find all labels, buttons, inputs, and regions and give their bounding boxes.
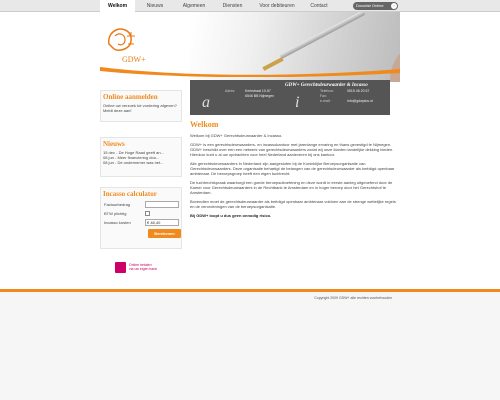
contact-box [190, 80, 390, 115]
logo-text: GDW+ [122, 55, 146, 64]
factuur-input[interactable] [145, 201, 179, 208]
address-line2: 6546 BB Nijmegen [245, 94, 275, 98]
kosten-label: Incasso kosten [104, 220, 131, 225]
nav-item-welkom[interactable]: Welkom [100, 0, 135, 12]
nav-item-voor-debiteuren[interactable]: Voor debiteuren [259, 3, 295, 9]
lion-logo-icon [103, 22, 139, 58]
address-line1: Kerkstraat 10-57 [245, 89, 271, 93]
docufair-online-button[interactable] [353, 2, 398, 10]
footer [0, 292, 500, 400]
news-box [100, 137, 182, 177]
button-row [101, 227, 181, 239]
login-title[interactable]: Online aanmelden [103, 93, 158, 101]
berekenen-button[interactable]: Berekenen [148, 229, 181, 238]
paragraph: Welkom bij GDW+ Gerechtsdeurwaarder & Incasso. [190, 133, 283, 138]
info-icon: i [295, 94, 300, 111]
login-box [100, 90, 182, 122]
copyright-text: Copyright 2009 GDW+ alle rechten voorbehouden [314, 296, 392, 300]
email-link[interactable]: info@gdwplus.nl [347, 99, 373, 103]
page-title: Welkom [190, 120, 219, 129]
nav-item-nieuws[interactable]: Nieuws [146, 3, 164, 9]
address-label: Adres: [225, 89, 236, 93]
ideal-text-2: via uw eigen bank [129, 267, 158, 271]
paragraph: GDW+ is een gerechtsdeurwaarders- en incassokantoor met jarenlange ervaring en thans gevestigd te Nijmegen. GDW+ beschikt over een een netwerk van gerechtsdeurwaarders zodat wij onze klanten landelijke dekking bieden. Hierdoor kunt u al uw opdrachten voor heel Nederland aanleveren bij ons kantoor. [190, 142, 394, 157]
news-item[interactable]: 08 jun - De ondernemer was het... [103, 160, 164, 165]
fax-label: Fax: [320, 94, 327, 98]
ideal-logo-icon [115, 262, 126, 273]
paragraph: Alle gerechtsdeurwaarders in Nederland zijn aangesloten bij de Koninklijke Beroepsorganisatie van Gerechtsdeurwaarders. Deze organisatie behartigt de belangen van de gerechtsdeurwaarder als beëdigd openbaar ambtenaar. De beroepsgroep heeft een eigen tuchtrecht. [190, 161, 395, 176]
news-title: Nieuws [103, 140, 125, 148]
factuur-row [101, 200, 181, 209]
main-content [190, 120, 400, 222]
news-item[interactable]: 15 dec - De Hoge Raad geeft an... [103, 150, 164, 155]
calculator-title: Incasso calculator [103, 190, 157, 198]
paragraph: Bovendien moet de gerechtsdeurwaarder als beëdigd openbaar ambtenaar voldoen aan de strenge wettelijke regels en de verordeningen van de beroepsorganisatie. [190, 199, 396, 209]
contact-title: GDW+ Gerechtsdeurwaarder & Incasso [285, 83, 368, 88]
kosten-input[interactable] [145, 219, 179, 226]
phone-label: Telefoon: [320, 89, 335, 93]
paragraph-bold: Bij GDW+ loopt u dus geen onnodig risico. [190, 213, 272, 218]
ideal-badge[interactable] [115, 262, 175, 274]
btw-checkbox[interactable] [145, 211, 150, 216]
paragraph: De tuchtrechtspraak waarborgt een goede beroepsuitoefening en deze wordt in eerste aanleg uitgeoefend door de Kamer voor Gerechtsdeurwaarders in de Rechtbank te Amsterdam en in hoger beroep door het Gerechtshof te Amsterdam. [190, 180, 393, 195]
nav-item-diensten[interactable]: Diensten [222, 3, 243, 9]
calculator-box [100, 187, 182, 249]
orange-wave [100, 65, 400, 77]
btw-row [101, 209, 181, 218]
email-label: e-mail: [320, 99, 331, 103]
news-item[interactable]: 08 jun - Meer financiering doo... [103, 155, 160, 160]
factuur-label: Factuurbedrag [104, 202, 131, 207]
ideal-text-1: Online betalen [129, 263, 152, 267]
docufair-label: Docufair Online [356, 3, 384, 8]
login-text[interactable]: Online uw verzoek tot vordering afgeven? Meldt deze aan! [103, 103, 177, 113]
address-icon: a [202, 94, 210, 111]
arrow-right-icon: › [391, 3, 397, 9]
nav-item-algemeen[interactable]: Algemeen [182, 3, 206, 9]
phone-value: 0515 46 20 67 [347, 89, 370, 93]
kosten-row [101, 218, 181, 227]
nav-item-contact[interactable]: Contact [310, 3, 328, 9]
btw-label: BTW plichtig [104, 211, 127, 216]
